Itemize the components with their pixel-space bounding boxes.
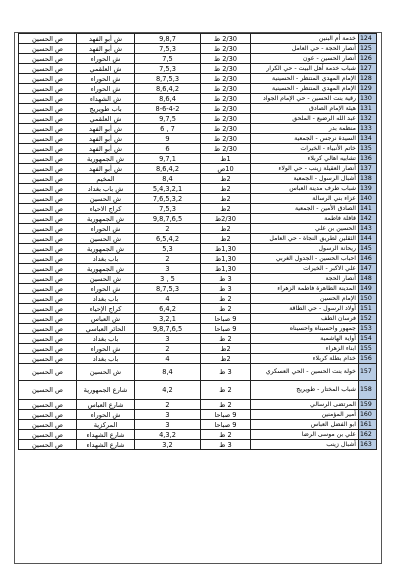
start-place-cell: باب بغداد [77, 354, 135, 364]
destination-cell: ص الحسين [19, 134, 77, 144]
time-cell: 2 ظ [201, 334, 251, 344]
start-place-cell: ش العلقمي [77, 64, 135, 74]
procession-name-cell: أشبال زينب [251, 440, 359, 450]
row-number-cell: 140 [359, 194, 377, 204]
vehicle-numbers-cell: 2 [135, 344, 201, 354]
start-place-cell: باب طويريج [77, 104, 135, 114]
procession-name-cell: شباب المختار - طويريج [251, 381, 359, 400]
time-cell: 2ظ [201, 204, 251, 214]
row-number-cell: 127 [359, 64, 377, 74]
vehicle-numbers-cell: 7,5 [135, 54, 201, 64]
procession-name-cell: جمهور واحسيناه واحسيناه [251, 324, 359, 334]
table-row [19, 134, 377, 144]
row-number-cell: 139 [359, 184, 377, 194]
row-number-cell: 143 [359, 224, 377, 234]
time-cell: 2/30 ظ [201, 84, 251, 94]
start-place-cell: ش الحوراء [77, 344, 135, 354]
vehicle-numbers-cell: 5 , 3 [135, 274, 201, 284]
procession-name-cell: فرسان الطف [251, 314, 359, 324]
start-place-cell: ش الحسين [77, 194, 135, 204]
start-place-cell: ش الجمهورية [77, 244, 135, 254]
start-place-cell: ش أبو الفهد [77, 124, 135, 134]
time-cell: 9 صباحا [201, 410, 251, 420]
destination-cell: ص الحسين [19, 420, 77, 430]
procession-name-cell: أنصار الحجة [251, 274, 359, 284]
destination-cell: ص الحسين [19, 44, 77, 54]
table-row [19, 154, 377, 164]
procession-name-cell: خدام بطلة كربلاء [251, 354, 359, 364]
destination-cell: ص الحسين [19, 144, 77, 154]
procession-name-cell: علي بن موسى الرضا [251, 430, 359, 440]
vehicle-numbers-cell: 6,4,2 [135, 304, 201, 314]
row-number-cell: 162 [359, 430, 377, 440]
vehicle-numbers-cell: 2 [135, 254, 201, 264]
procession-name-cell: أنصار الحجة - حي العامل [251, 44, 359, 54]
time-cell: 2/30ظ [201, 214, 251, 224]
procession-name-cell: أشبال الرسول - الجمعية [251, 174, 359, 184]
destination-cell: ص الحسين [19, 354, 77, 364]
procession-name-cell: عبد الله الرضيع - الملحق [251, 114, 359, 124]
start-place-cell: ش الحسين [77, 234, 135, 244]
table-row [19, 334, 377, 344]
row-number-cell: 129 [359, 84, 377, 94]
start-place-cell: كراج الإحياء [77, 304, 135, 314]
table-row [19, 194, 377, 204]
destination-cell: ص الحسين [19, 334, 77, 344]
row-number-cell: 124 [359, 34, 377, 44]
time-cell: 2/30 ظ [201, 64, 251, 74]
table-row [19, 164, 377, 174]
destination-cell: ص الحسين [19, 344, 77, 354]
row-number-cell: 126 [359, 54, 377, 64]
vehicle-numbers-cell: 9,7,5 [135, 114, 201, 124]
destination-cell: ص الحسين [19, 224, 77, 234]
table-row [19, 174, 377, 184]
table-row [19, 244, 377, 254]
table-row [19, 184, 377, 194]
destination-cell: ص الحسين [19, 84, 77, 94]
vehicle-numbers-cell: 8,6,4,2 [135, 164, 201, 174]
procession-name-cell: الحسين بن علي [251, 224, 359, 234]
vehicle-numbers-cell: 3 [135, 264, 201, 274]
start-place-cell: الحائر العباسي [77, 324, 135, 334]
row-number-cell: 155 [359, 344, 377, 354]
destination-cell: ص الحسين [19, 274, 77, 284]
vehicle-numbers-cell: 7,5,3 [135, 44, 201, 54]
row-number-cell: 146 [359, 254, 377, 264]
destination-cell: ص الحسين [19, 184, 77, 194]
start-place-cell: ش الشهداء [77, 94, 135, 104]
destination-cell: ص الحسين [19, 244, 77, 254]
vehicle-numbers-cell: 7 , 6 [135, 124, 201, 134]
destination-cell: ص الحسين [19, 94, 77, 104]
start-place-cell: ش الحسين [77, 364, 135, 381]
row-number-cell: 128 [359, 74, 377, 84]
time-cell: 2ظ [201, 174, 251, 184]
start-place-cell: ش الحوراء [77, 410, 135, 420]
row-number-cell: 148 [359, 274, 377, 284]
destination-cell: ص الحسين [19, 430, 77, 440]
table-row [19, 284, 377, 294]
destination-cell: ص الحسين [19, 364, 77, 381]
row-number-cell: 133 [359, 124, 377, 134]
destination-cell: ص الحسين [19, 294, 77, 304]
destination-cell: ص الحسين [19, 440, 77, 450]
start-place-cell: ش باب بغداد [77, 184, 135, 194]
procession-name-cell: الإمام المهدي المنتظر - الحسينية [251, 84, 359, 94]
procession-schedule-table [18, 33, 377, 450]
procession-name-cell: شباب خدمة أهل البيت - حي الكرار [251, 64, 359, 74]
vehicle-numbers-cell: 8,4 [135, 364, 201, 381]
vehicle-numbers-cell: 8,4 [135, 174, 201, 184]
table-row [19, 254, 377, 264]
time-cell: 2 ظ [201, 381, 251, 400]
start-place-cell: ش الحوراء [77, 54, 135, 64]
time-cell: 2 ظ [201, 400, 251, 410]
table-row [19, 94, 377, 104]
row-number-cell: 131 [359, 104, 377, 114]
row-number-cell: 160 [359, 410, 377, 420]
procession-name-cell: ابناء الزهراء [251, 344, 359, 354]
vehicle-numbers-cell: 8,7,5,3 [135, 74, 201, 84]
start-place-cell: شارع الشهداء [77, 440, 135, 450]
start-place-cell: شارع الشهداء [77, 430, 135, 440]
row-number-cell: 147 [359, 264, 377, 274]
time-cell: 2/30 ظ [201, 134, 251, 144]
procession-name-cell: الثقلين لطريق النجاة - حي العامل [251, 234, 359, 244]
time-cell: 2ظ [201, 354, 251, 364]
destination-cell: ص الحسين [19, 254, 77, 264]
table-row [19, 144, 377, 154]
procession-name-cell: المرتضى الرسالي [251, 400, 359, 410]
table-row [19, 420, 377, 430]
vehicle-numbers-cell: 2 [135, 224, 201, 234]
procession-name-cell: خدمة أم البنين [251, 34, 359, 44]
vehicle-numbers-cell: 7,6,5,3,2 [135, 194, 201, 204]
vehicle-numbers-cell: 3 [135, 334, 201, 344]
row-number-cell: 161 [359, 420, 377, 430]
time-cell: 1,30ظ [201, 244, 251, 254]
start-place-cell: ش الحوراء [77, 84, 135, 94]
vehicle-numbers-cell: 9,8,7,6,5 [135, 324, 201, 334]
vehicle-numbers-cell: 8,6,4,2 [135, 84, 201, 94]
start-place-cell: ش العباس [77, 314, 135, 324]
start-place-cell: ش العلقمي [77, 114, 135, 124]
time-cell: 9 صباحا [201, 324, 251, 334]
procession-name-cell: ريحانة الرسول [251, 244, 359, 254]
destination-cell: ص الحسين [19, 164, 77, 174]
procession-name-cell: أواية الهاشمية [251, 334, 359, 344]
table-row [19, 104, 377, 114]
start-place-cell: المخيم [77, 174, 135, 184]
table-row [19, 234, 377, 244]
row-number-cell: 135 [359, 144, 377, 154]
procession-name-cell: تشابيه اهالي كربلاء [251, 154, 359, 164]
start-place-cell: ش أبو الفهد [77, 134, 135, 144]
vehicle-numbers-cell: 9,8,7,6,5 [135, 214, 201, 224]
row-number-cell: 142 [359, 214, 377, 224]
procession-name-cell: خولة بنت الحسين - الحي العسكري [251, 364, 359, 381]
table-row [19, 294, 377, 304]
destination-cell: ص الحسين [19, 400, 77, 410]
time-cell: 2/30 ظ [201, 74, 251, 84]
table-row [19, 214, 377, 224]
table-row [19, 440, 377, 450]
start-place-cell: ش الجمهورية [77, 154, 135, 164]
procession-name-cell: شباب طرف مدينة العباس [251, 184, 359, 194]
row-number-cell: 150 [359, 294, 377, 304]
vehicle-numbers-cell: 6,5,4,2 [135, 234, 201, 244]
table-row [19, 354, 377, 364]
procession-name-cell: خاتم الأنبياء - الخيرات [251, 144, 359, 154]
vehicle-numbers-cell: 3,2,1 [135, 314, 201, 324]
time-cell: 3 ظ [201, 284, 251, 294]
time-cell: 3 ظ [201, 364, 251, 381]
start-place-cell: ش الجمهورية [77, 264, 135, 274]
time-cell: 2/30 ظ [201, 104, 251, 114]
vehicle-numbers-cell: 5,3 [135, 244, 201, 254]
row-number-cell: 138 [359, 174, 377, 184]
row-number-cell: 137 [359, 164, 377, 174]
table-row [19, 34, 377, 44]
row-number-cell: 159 [359, 400, 377, 410]
procession-name-cell: احباب الحسين - الجدول الغربي [251, 254, 359, 264]
destination-cell: ص الحسين [19, 204, 77, 214]
destination-cell: ص الحسين [19, 264, 77, 274]
start-place-cell: شارع العباس [77, 400, 135, 410]
vehicle-numbers-cell: 3,2 [135, 440, 201, 450]
time-cell: 2 ظ [201, 430, 251, 440]
start-place-cell: باب بغداد [77, 334, 135, 344]
start-place-cell: ش الجمهورية [77, 214, 135, 224]
row-number-cell: 157 [359, 364, 377, 381]
procession-name-cell: قافلة فاطمة [251, 214, 359, 224]
table-row [19, 54, 377, 64]
start-place-cell: ش الحوراء [77, 284, 135, 294]
table-row [19, 44, 377, 54]
vehicle-numbers-cell: 8-6-4-2 [135, 104, 201, 114]
row-number-cell: 136 [359, 154, 377, 164]
row-number-cell: 154 [359, 334, 377, 344]
table-row [19, 64, 377, 74]
procession-name-cell: المدينة الطاهرة فاطمة الزهراء [251, 284, 359, 294]
destination-cell: ص الحسين [19, 54, 77, 64]
time-cell: 2/30 ظ [201, 144, 251, 154]
destination-cell: ص الحسين [19, 34, 77, 44]
time-cell: 2/30 ظ [201, 94, 251, 104]
vehicle-numbers-cell: 9,7,1 [135, 154, 201, 164]
time-cell: 2ظ [201, 234, 251, 244]
destination-cell: ص الحسين [19, 234, 77, 244]
destination-cell: ص الحسين [19, 214, 77, 224]
vehicle-numbers-cell: 9 [135, 134, 201, 144]
table-row [19, 400, 377, 410]
vehicle-numbers-cell: 4,3,2 [135, 430, 201, 440]
procession-name-cell: منظمة بدر [251, 124, 359, 134]
vehicle-numbers-cell: 4 [135, 294, 201, 304]
procession-name-cell: أنصار الحسين - عون [251, 54, 359, 64]
row-number-cell: 149 [359, 284, 377, 294]
destination-cell: ص الحسين [19, 154, 77, 164]
row-number-cell: 153 [359, 324, 377, 334]
time-cell: 9 صباحا [201, 314, 251, 324]
start-place-cell: ش أبو الفهد [77, 34, 135, 44]
vehicle-numbers-cell: 7,5,3 [135, 204, 201, 214]
destination-cell: ص الحسين [19, 381, 77, 400]
table-row [19, 114, 377, 124]
time-cell: 2/30 ظ [201, 44, 251, 54]
procession-name-cell: أنصار العقيلة زينب - حي الولاء [251, 164, 359, 174]
row-number-cell: 163 [359, 440, 377, 450]
procession-name-cell: أمير المؤمنين [251, 410, 359, 420]
start-place-cell: ش أبو الفهد [77, 144, 135, 154]
start-place-cell: ش الحوراء [77, 74, 135, 84]
destination-cell: ص الحسين [19, 410, 77, 420]
destination-cell: ص الحسين [19, 124, 77, 134]
row-number-cell: 134 [359, 134, 377, 144]
vehicle-numbers-cell: 5,4,3,2,1 [135, 184, 201, 194]
destination-cell: ص الحسين [19, 74, 77, 84]
time-cell: 10ص [201, 164, 251, 174]
destination-cell: ص الحسين [19, 314, 77, 324]
table-row [19, 364, 377, 381]
vehicle-numbers-cell: 8,7,5,3 [135, 284, 201, 294]
procession-name-cell: رقية بنت الحسين - حي الإمام الجواد [251, 94, 359, 104]
procession-name-cell: أولاد الرسول - حي الطاقة [251, 304, 359, 314]
row-number-cell: 141 [359, 204, 377, 214]
vehicle-numbers-cell: 3 [135, 410, 201, 420]
row-number-cell: 145 [359, 244, 377, 254]
start-place-cell: باب بغداد [77, 254, 135, 264]
table-row [19, 274, 377, 284]
start-place-cell: ش أبو الفهد [77, 164, 135, 174]
table-row [19, 204, 377, 214]
time-cell: 3 ظ [201, 274, 251, 284]
vehicle-numbers-cell: 4 [135, 354, 201, 364]
procession-name-cell: الإمام الحسين [251, 294, 359, 304]
time-cell: 2/30 ظ [201, 114, 251, 124]
row-number-cell: 156 [359, 354, 377, 364]
table-row [19, 84, 377, 94]
procession-name-cell: السيدة نرجس - الجمعية [251, 134, 359, 144]
procession-name-cell: الصادق الأمين - الجمعية [251, 204, 359, 214]
table-row [19, 410, 377, 420]
destination-cell: ص الحسين [19, 104, 77, 114]
vehicle-numbers-cell: 7,5,3 [135, 64, 201, 74]
table-body [19, 34, 377, 450]
start-place-cell: ش أبو الفهد [77, 44, 135, 54]
time-cell: 1ظ [201, 154, 251, 164]
start-place-cell: ش الحسين [77, 274, 135, 284]
vehicle-numbers-cell: 2 [135, 400, 201, 410]
procession-name-cell: علي الاكبر - الخيرات [251, 264, 359, 274]
table-row [19, 224, 377, 234]
destination-cell: ص الحسين [19, 284, 77, 294]
start-place-cell: شارع الجمهورية [77, 381, 135, 400]
vehicle-numbers-cell: 6 [135, 144, 201, 154]
table-row [19, 344, 377, 354]
vehicle-numbers-cell: 3 [135, 420, 201, 430]
destination-cell: ص الحسين [19, 324, 77, 334]
start-place-cell: باب بغداد [77, 294, 135, 304]
vehicle-numbers-cell: 9,8,7 [135, 34, 201, 44]
procession-name-cell: عزاء بني الرسالة [251, 194, 359, 204]
destination-cell: ص الحسين [19, 174, 77, 184]
time-cell: 9 صباحا [201, 420, 251, 430]
vehicle-numbers-cell: 4,2 [135, 381, 201, 400]
row-number-cell: 152 [359, 314, 377, 324]
table-row [19, 324, 377, 334]
time-cell: 2/30 ظ [201, 54, 251, 64]
time-cell: 1,30ظ [201, 254, 251, 264]
destination-cell: ص الحسين [19, 114, 77, 124]
table-row [19, 264, 377, 274]
row-number-cell: 151 [359, 304, 377, 314]
procession-name-cell: الإمام المهدي المنتظر - الحسينية [251, 74, 359, 84]
procession-name-cell: هيئة الإمام الصادق [251, 104, 359, 114]
vehicle-numbers-cell: 8,6,4 [135, 94, 201, 104]
start-place-cell: كراج الاحياء [77, 204, 135, 214]
row-number-cell: 125 [359, 44, 377, 54]
time-cell: 2 ظ [201, 294, 251, 304]
start-place-cell: ش الحوراء [77, 224, 135, 234]
table-row [19, 430, 377, 440]
table-row [19, 304, 377, 314]
row-number-cell: 144 [359, 234, 377, 244]
row-number-cell: 130 [359, 94, 377, 104]
table-row [19, 124, 377, 134]
procession-name-cell: ابو الفضل العباس [251, 420, 359, 430]
destination-cell: ص الحسين [19, 194, 77, 204]
time-cell: 2ظ [201, 194, 251, 204]
destination-cell: ص الحسين [19, 304, 77, 314]
time-cell: 2ظ [201, 344, 251, 354]
time-cell: 3 ظ [201, 440, 251, 450]
table-row [19, 314, 377, 324]
time-cell: 2/30 ظ [201, 124, 251, 134]
table-row [19, 381, 377, 400]
start-place-cell: المركزية [77, 420, 135, 430]
destination-cell: ص الحسين [19, 64, 77, 74]
table-row [19, 74, 377, 84]
time-cell: 2 ظ [201, 304, 251, 314]
time-cell: 1,30ظ [201, 264, 251, 274]
row-number-cell: 132 [359, 114, 377, 124]
row-number-cell: 158 [359, 381, 377, 400]
time-cell: 2/30 ظ [201, 34, 251, 44]
time-cell: 2ظ [201, 184, 251, 194]
time-cell: 2ظ [201, 224, 251, 234]
